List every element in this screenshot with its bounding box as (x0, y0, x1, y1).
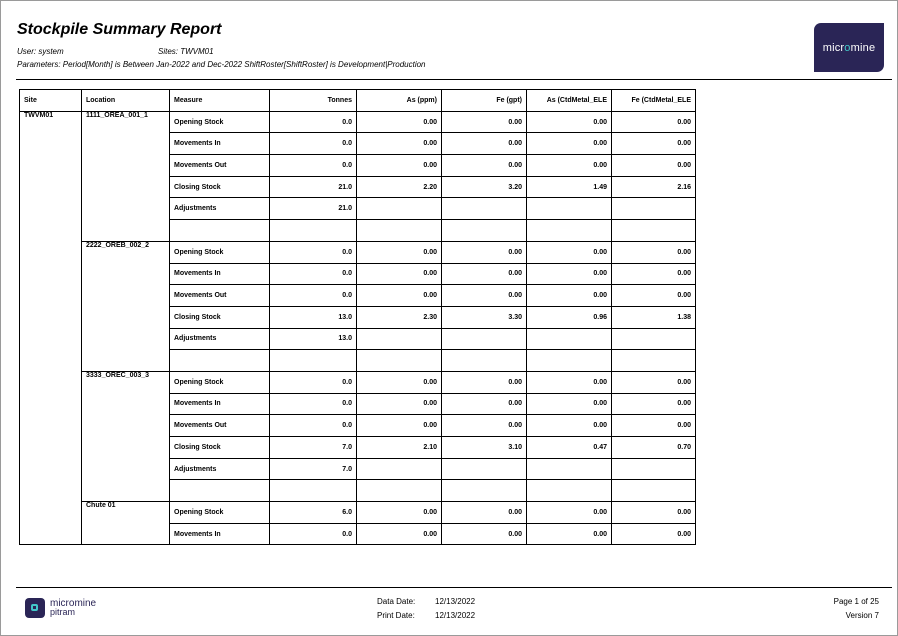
value-cell: 0.00 (357, 285, 442, 307)
measure-cell: Opening Stock (170, 371, 270, 393)
report-sites: Sites: TWVM01 (158, 47, 214, 56)
value-cell: 0.00 (612, 111, 696, 133)
measure-cell: Movements In (170, 523, 270, 545)
empty-cell (170, 350, 270, 372)
value-cell (612, 328, 696, 350)
measure-cell: Movements Out (170, 285, 270, 307)
report-title: Stockpile Summary Report (17, 21, 222, 38)
value-cell (357, 328, 442, 350)
value-cell (527, 328, 612, 350)
value-cell: 0.00 (527, 111, 612, 133)
value-cell: 0.00 (357, 393, 442, 415)
value-cell: 3.20 (442, 176, 527, 198)
empty-cell (442, 480, 527, 502)
value-cell: 0.00 (357, 241, 442, 263)
value-cell: 0.0 (270, 393, 357, 415)
empty-cell (442, 350, 527, 372)
table-row (20, 371, 696, 393)
value-cell: 1.38 (612, 306, 696, 328)
value-cell: 0.00 (527, 393, 612, 415)
measure-cell: Movements Out (170, 155, 270, 177)
empty-cell (357, 220, 442, 242)
value-cell: 0.0 (270, 155, 357, 177)
col-as-ctdmetal: As (CtdMetal_ELE (527, 90, 612, 112)
value-cell: 0.00 (527, 502, 612, 524)
col-fe-ctdmetal: Fe (CtdMetal_ELE (612, 90, 696, 112)
empty-cell (270, 220, 357, 242)
value-cell: 0.00 (357, 523, 442, 545)
empty-cell (442, 220, 527, 242)
measure-cell: Closing Stock (170, 437, 270, 459)
value-cell: 0.47 (527, 437, 612, 459)
value-cell: 0.00 (612, 241, 696, 263)
empty-cell (270, 350, 357, 372)
value-cell: 0.00 (442, 371, 527, 393)
value-cell: 0.00 (527, 285, 612, 307)
value-cell: 0.00 (527, 263, 612, 285)
value-cell: 0.00 (527, 155, 612, 177)
col-measure: Measure (170, 90, 270, 112)
value-cell: 0.00 (442, 111, 527, 133)
micromine-pitram-logo (25, 598, 96, 618)
empty-cell (357, 350, 442, 372)
header-divider (16, 79, 892, 80)
measure-cell: Opening Stock (170, 111, 270, 133)
measure-cell: Closing Stock (170, 306, 270, 328)
measure-cell: Movements Out (170, 415, 270, 437)
stockpile-table (19, 89, 696, 545)
measure-cell: Adjustments (170, 328, 270, 350)
value-cell: 0.00 (612, 133, 696, 155)
value-cell: 2.10 (357, 437, 442, 459)
empty-cell (527, 480, 612, 502)
report-version: Version 7 (845, 611, 879, 620)
col-location: Location (82, 90, 170, 112)
value-cell: 0.00 (357, 415, 442, 437)
pitram-icon (25, 598, 45, 618)
value-cell: 0.00 (612, 371, 696, 393)
value-cell: 0.00 (612, 263, 696, 285)
value-cell (442, 198, 527, 220)
value-cell: 0.0 (270, 241, 357, 263)
value-cell: 1.49 (527, 176, 612, 198)
value-cell: 3.10 (442, 437, 527, 459)
value-cell: 0.96 (527, 306, 612, 328)
value-cell: 0.0 (270, 523, 357, 545)
report-dates (377, 595, 475, 623)
value-cell: 13.0 (270, 328, 357, 350)
value-cell: 0.00 (442, 241, 527, 263)
page-number: Page 1 of 25 (833, 597, 879, 606)
measure-cell: Opening Stock (170, 241, 270, 263)
value-cell: 0.00 (527, 133, 612, 155)
empty-cell (612, 350, 696, 372)
value-cell: 13.0 (270, 306, 357, 328)
print-date-label: Print Date: (377, 611, 415, 620)
value-cell (527, 458, 612, 480)
footer-logo-text: micromine (50, 598, 97, 609)
value-cell: 0.70 (612, 437, 696, 459)
value-cell (612, 198, 696, 220)
location-cell: 3333_OREC_003_3 (82, 371, 170, 501)
print-date: 12/13/2022 (435, 611, 476, 620)
value-cell: 0.00 (357, 263, 442, 285)
measure-cell: Adjustments (170, 198, 270, 220)
data-date: 12/13/2022 (435, 597, 476, 606)
value-cell: 0.0 (270, 371, 357, 393)
data-date-label: Data Date: (377, 597, 416, 606)
report-user: User: system (17, 47, 64, 56)
value-cell (357, 458, 442, 480)
table-row (20, 111, 696, 133)
value-cell: 0.00 (442, 415, 527, 437)
value-cell: 0.0 (270, 263, 357, 285)
value-cell: 0.00 (612, 393, 696, 415)
report-parameters: Parameters: Period[Month] is Between Jan-2022 and Dec-2022 ShiftRoster[ShiftRoster] is Development|Production (17, 60, 426, 69)
value-cell: 0.00 (442, 263, 527, 285)
measure-cell: Movements In (170, 393, 270, 415)
table-row (20, 241, 696, 263)
value-cell: 0.0 (270, 111, 357, 133)
empty-cell (612, 480, 696, 502)
value-cell: 0.00 (442, 393, 527, 415)
value-cell: 0.00 (527, 241, 612, 263)
measure-cell: Adjustments (170, 458, 270, 480)
value-cell: 0.00 (442, 285, 527, 307)
value-cell: 0.00 (527, 371, 612, 393)
value-cell: 7.0 (270, 458, 357, 480)
value-cell: 0.00 (442, 502, 527, 524)
col-as-ppm: As (ppm) (357, 90, 442, 112)
measure-cell: Closing Stock (170, 176, 270, 198)
value-cell: 0.00 (357, 502, 442, 524)
value-cell: 0.00 (442, 133, 527, 155)
page-info (834, 595, 879, 623)
value-cell (357, 198, 442, 220)
empty-cell (170, 480, 270, 502)
value-cell: 0.00 (442, 523, 527, 545)
table-header-row (20, 90, 696, 112)
value-cell: 0.00 (527, 523, 612, 545)
value-cell: 0.0 (270, 415, 357, 437)
value-cell: 0.00 (357, 371, 442, 393)
measure-cell: Movements In (170, 133, 270, 155)
micromine-logo: micromine (814, 23, 884, 72)
value-cell: 0.00 (612, 415, 696, 437)
footer-logo-subtext: pitram (50, 607, 76, 617)
value-cell (612, 458, 696, 480)
empty-cell (527, 220, 612, 242)
value-cell: 0.00 (612, 285, 696, 307)
value-cell: 2.20 (357, 176, 442, 198)
value-cell: 21.0 (270, 198, 357, 220)
value-cell (527, 198, 612, 220)
measure-cell: Movements In (170, 263, 270, 285)
value-cell (442, 458, 527, 480)
location-cell: 1111_OREA_001_1 (82, 111, 170, 241)
value-cell: 7.0 (270, 437, 357, 459)
empty-cell (612, 220, 696, 242)
value-cell: 0.00 (612, 523, 696, 545)
col-site: Site (20, 90, 82, 112)
value-cell: 6.0 (270, 502, 357, 524)
col-fe-gpt: Fe (gpt) (442, 90, 527, 112)
value-cell: 2.16 (612, 176, 696, 198)
value-cell: 3.30 (442, 306, 527, 328)
site-cell: TWVM01 (20, 111, 82, 545)
value-cell: 0.00 (442, 155, 527, 177)
location-cell: 2222_OREB_002_2 (82, 241, 170, 371)
value-cell: 0.00 (612, 502, 696, 524)
value-cell: 0.00 (527, 415, 612, 437)
value-cell (442, 328, 527, 350)
empty-cell (270, 480, 357, 502)
value-cell: 21.0 (270, 176, 357, 198)
value-cell: 0.00 (357, 133, 442, 155)
table-body (20, 111, 696, 545)
table-row (20, 502, 696, 524)
value-cell: 0.00 (357, 111, 442, 133)
location-cell: Chute 01 (82, 502, 170, 545)
value-cell: 0.00 (357, 155, 442, 177)
measure-cell: Opening Stock (170, 502, 270, 524)
footer-divider (16, 587, 892, 588)
empty-cell (357, 480, 442, 502)
empty-cell (170, 220, 270, 242)
value-cell: 0.00 (612, 155, 696, 177)
col-tonnes: Tonnes (270, 90, 357, 112)
value-cell: 0.0 (270, 133, 357, 155)
value-cell: 2.30 (357, 306, 442, 328)
value-cell: 0.0 (270, 285, 357, 307)
empty-cell (527, 350, 612, 372)
